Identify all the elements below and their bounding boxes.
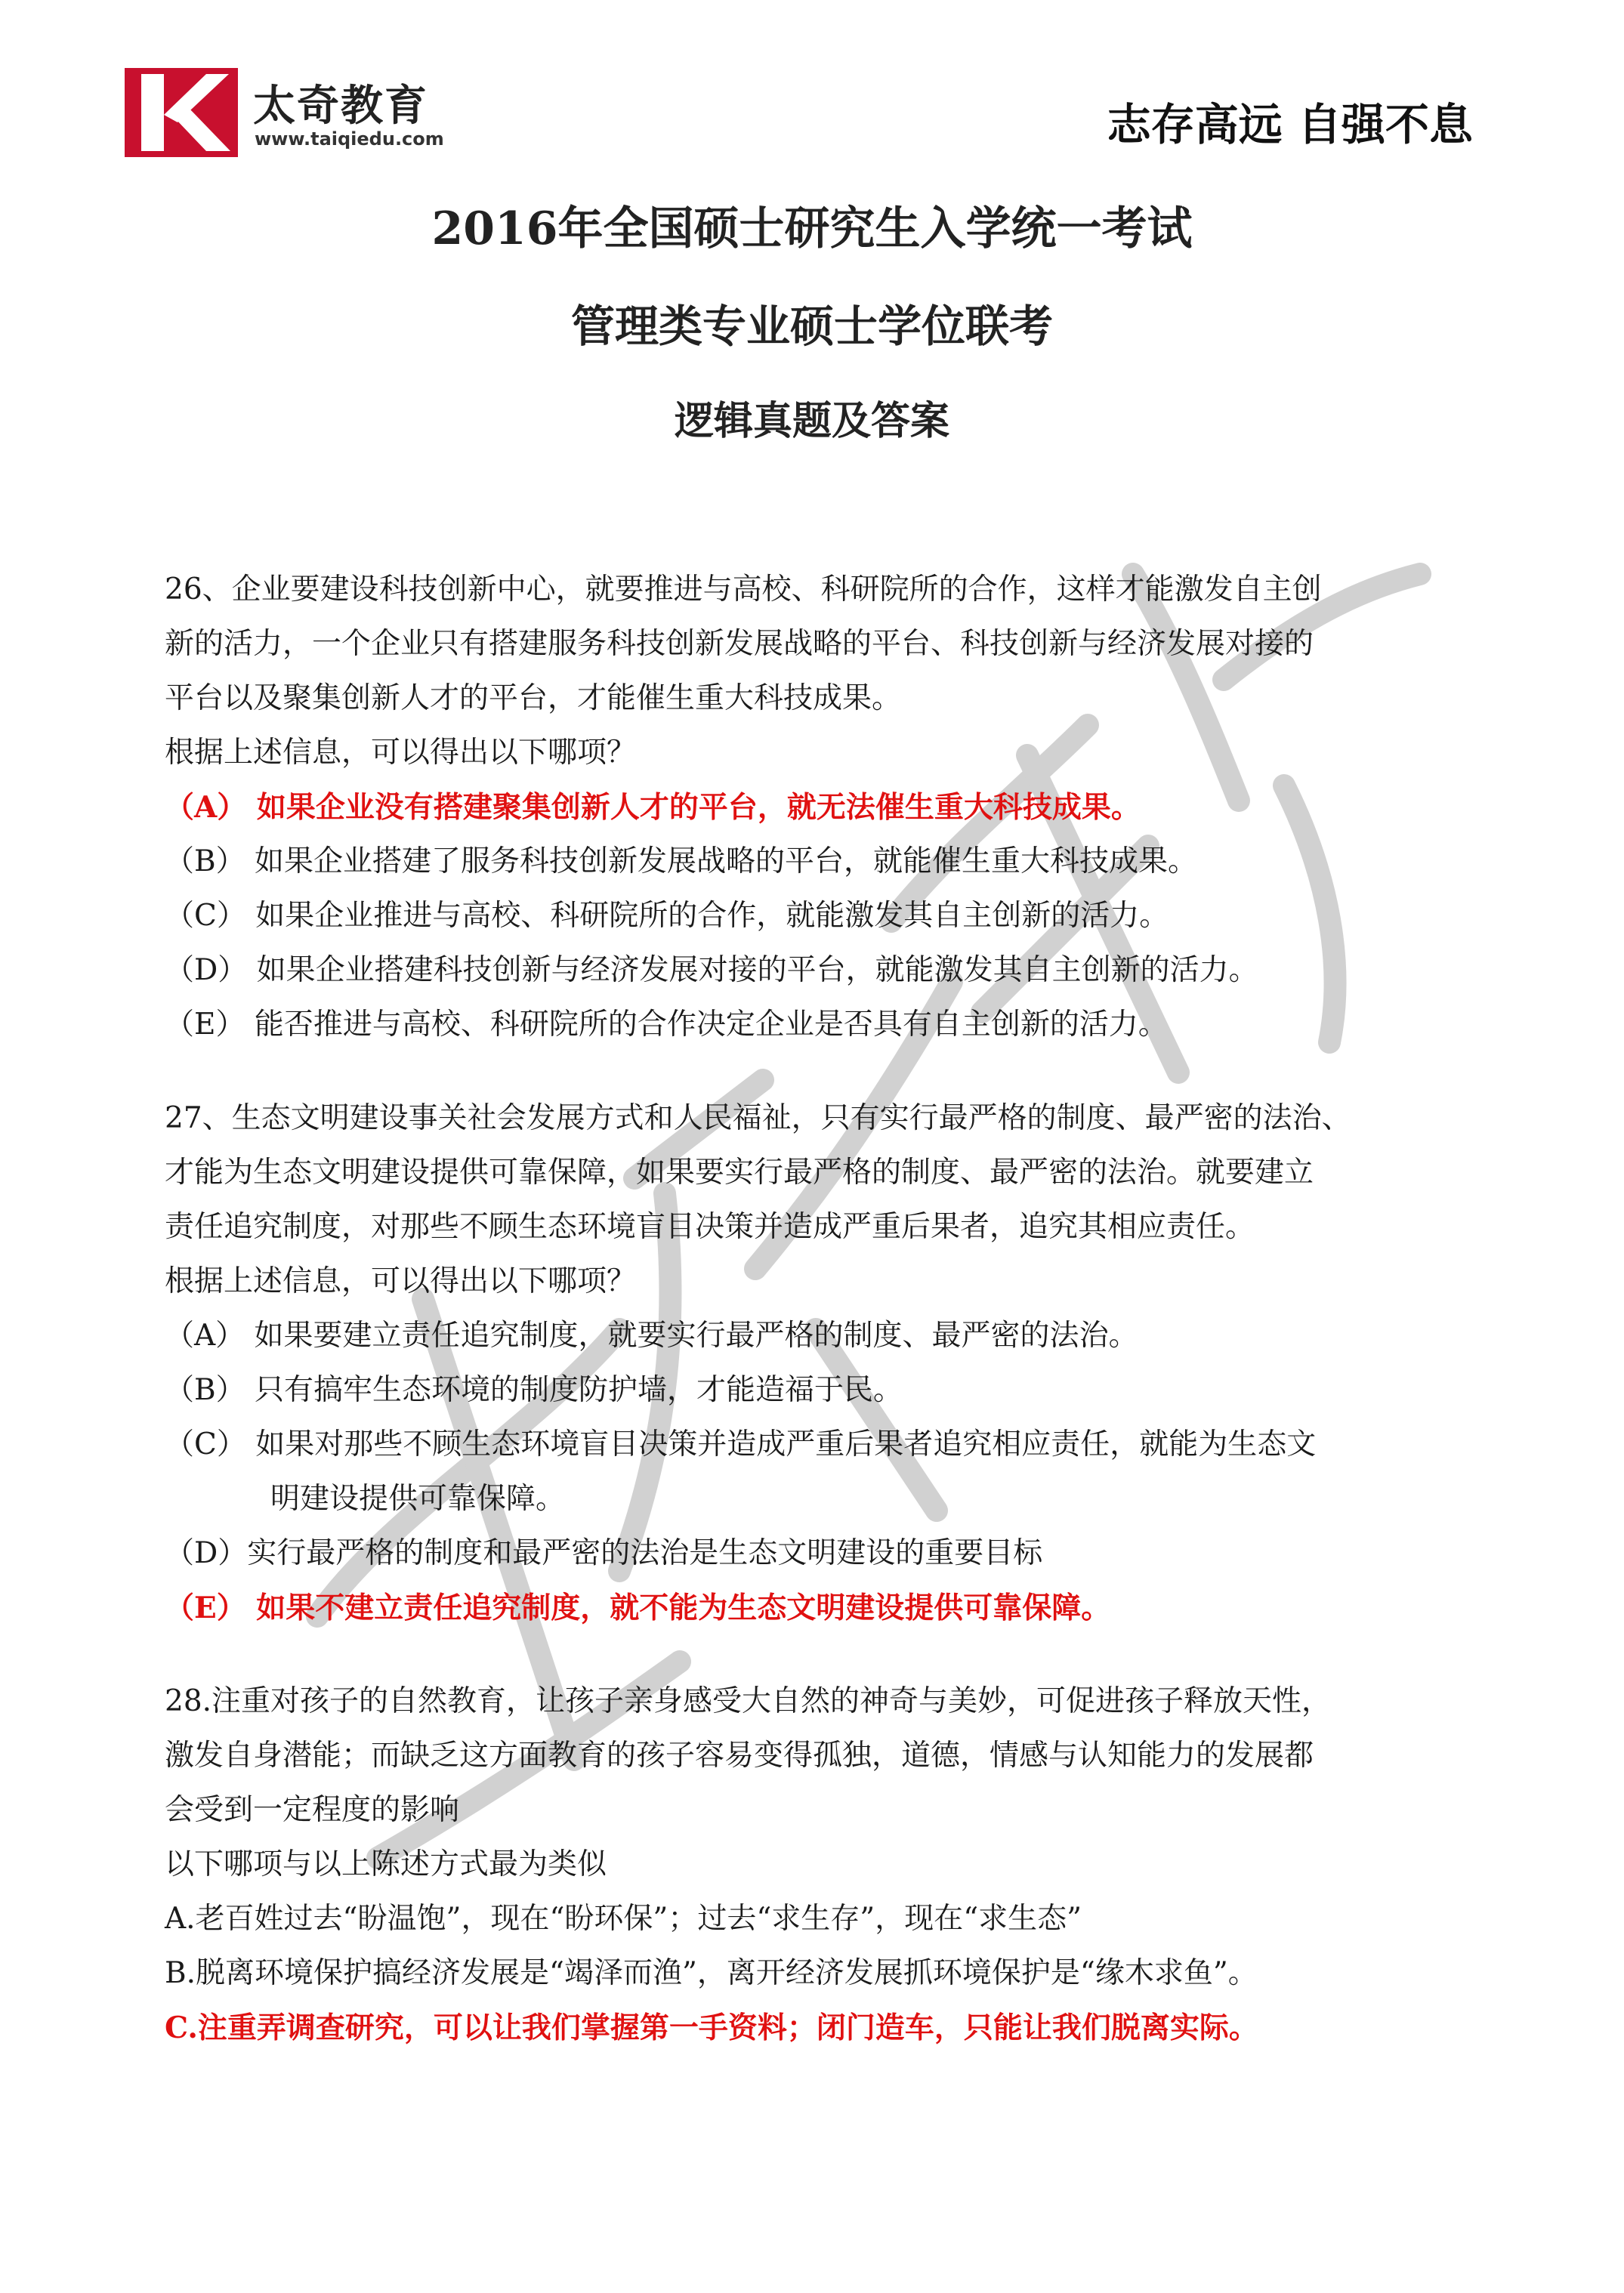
option-c-correct: C.注重弄调查研究，可以让我们掌握第一手资料；闭门造车，只能让我们脱离实际。 xyxy=(165,2011,1258,2045)
option-b: （B） 如果企业搭建了服务科技创新发展战略的平台，就能催生重大科技成果。 xyxy=(165,844,1198,878)
exam-subtitle: 管理类专业硕士学位联考 xyxy=(570,301,1053,352)
exam-title: 2016年全国硕士研究生入学统一考试 xyxy=(431,202,1193,255)
question-stem-line: 27、生态文明建设事关社会发展方式和人民福祉，只有实行最严格的制度、最严密的法治、 xyxy=(165,1101,1351,1135)
question-stem-line: 才能为生态文明建设提供可靠保障，如果要实行最严格的制度、最严密的法治。就要建立 xyxy=(165,1156,1314,1190)
option-c-continuation: 明建设提供可靠保障。 xyxy=(270,1482,566,1516)
section-title: 逻辑真题及答案 xyxy=(674,398,949,444)
question-stem-line: 会受到一定程度的影响 xyxy=(165,1793,460,1827)
question-prompt: 根据上述信息，可以得出以下哪项？ xyxy=(165,1264,637,1298)
question-stem-line: 28.注重对孩子的自然教育，让孩子亲身感受大自然的神奇与美妙，可促进孩子释放天性， xyxy=(165,1684,1332,1718)
option-e-correct: （E） 如果不建立责任追究制度，就不能为生态文明建设提供可靠保障。 xyxy=(165,1591,1111,1625)
option-e: （E） 能否推进与高校、科研院所的合作决定企业是否具有自主创新的活力。 xyxy=(165,1008,1168,1042)
brand-url: www.taiqiedu.com xyxy=(255,128,444,150)
question-list xyxy=(165,563,1494,2094)
option-a: A.老百姓过去“盼温饱”，现在“盼环保”；过去“求生存”，现在“求生态” xyxy=(165,1902,1082,1936)
brand-name: 太奇教育 xyxy=(253,82,428,131)
taiqi-logo-icon xyxy=(125,68,238,157)
option-a-correct: （A） 如果企业没有搭建聚集创新人才的平台，就无法催生重大科技成果。 xyxy=(165,790,1141,825)
option-b: B.脱离环境保护搞经济发展是“竭泽而渔”，离开经济发展抓环境保护是“缘木求鱼”。 xyxy=(165,1956,1258,1990)
slogan: 志存高远 自强不息 xyxy=(1107,99,1473,150)
option-c: （C） 如果企业推进与高校、科研院所的合作，就能激发其自主创新的活力。 xyxy=(165,899,1169,933)
question-26 xyxy=(165,563,1494,1052)
question-stem-line: 责任追究制度，对那些不顾生态环境盲目决策并造成严重后果者，追究其相应责任。 xyxy=(165,1210,1255,1244)
question-stem-line: 26、企业要建设科技创新中心，就要推进与高校、科研院所的合作，这样才能激发自主创 xyxy=(165,572,1322,606)
question-stem-line: 新的活力，一个企业只有搭建服务科技创新发展战略的平台、科技创新与经济发展对接的 xyxy=(165,627,1314,661)
option-d: （D）实行最严格的制度和最严密的法治是生态文明建设的重要目标 xyxy=(165,1536,1043,1570)
question-stem-line: 激发自身潜能；而缺乏这方面教育的孩子容易变得孤独，道德，情感与认知能力的发展都 xyxy=(165,1739,1314,1773)
question-28 xyxy=(165,1674,1494,2055)
question-prompt: 根据上述信息，可以得出以下哪项？ xyxy=(165,736,637,770)
brand-logo xyxy=(125,68,472,159)
option-a: （A） 如果要建立责任追究制度，就要实行最严格的制度、最严密的法治。 xyxy=(165,1319,1138,1353)
question-27 xyxy=(165,1091,1494,1635)
question-prompt: 以下哪项与以上陈述方式最为类似 xyxy=(165,1847,607,1881)
option-d: （D） 如果企业搭建科技创新与经济发展对接的平台，就能激发其自主创新的活力。 xyxy=(165,953,1258,987)
option-b: （B） 只有搞牢生态环境的制度防护墙，才能造福于民。 xyxy=(165,1373,903,1407)
option-c: （C） 如果对那些不顾生态环境盲目决策并造成严重后果者追究相应责任，就能为生态文 xyxy=(165,1427,1317,1461)
question-stem-line: 平台以及聚集创新人才的平台，才能催生重大科技成果。 xyxy=(165,681,902,715)
